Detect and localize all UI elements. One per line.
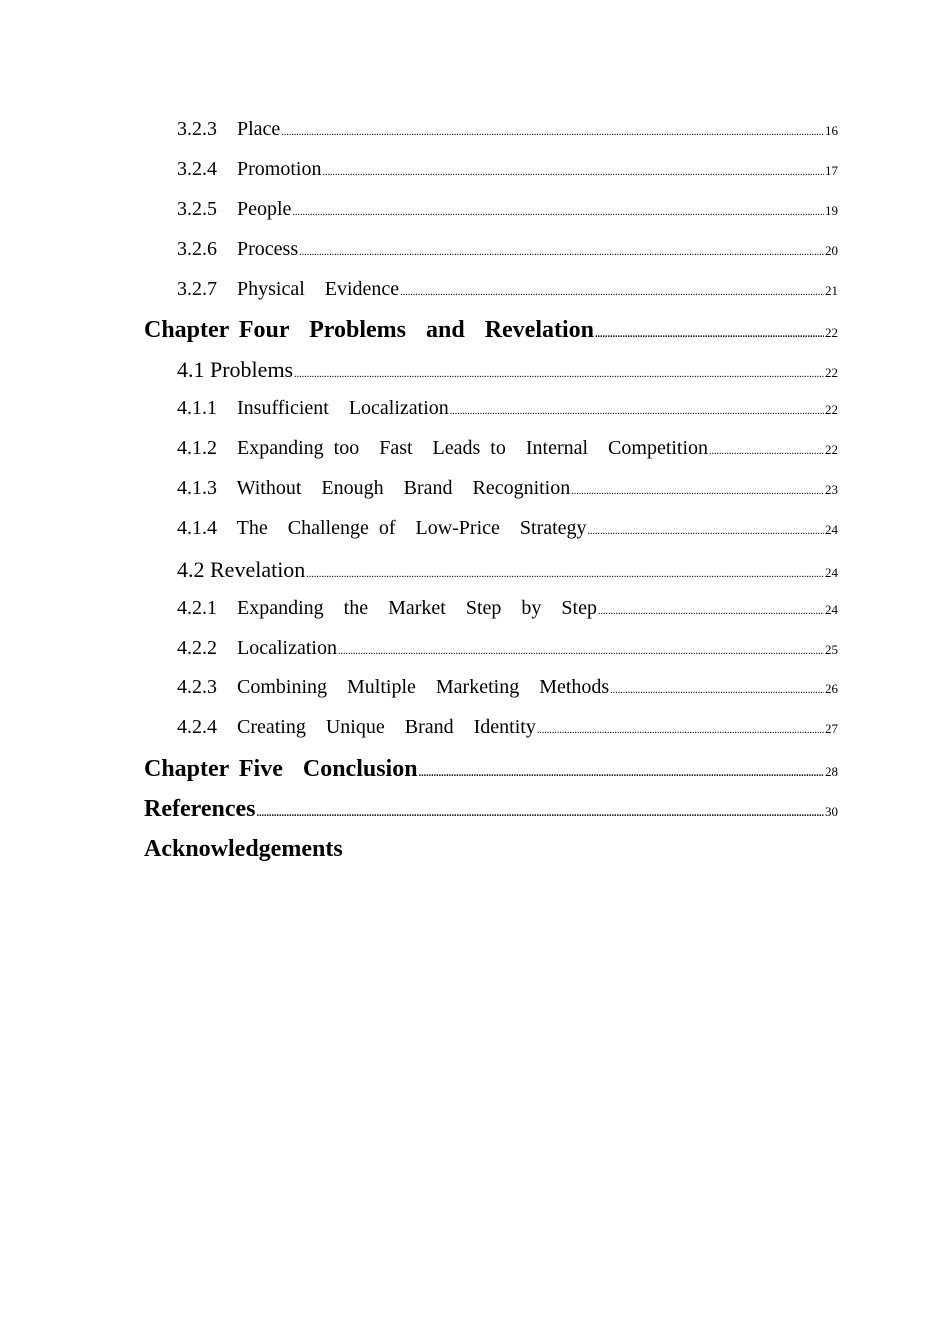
toc-entry-title: 3.2.5 People [177,197,292,220]
dot-leader [588,526,824,537]
dot-leader [610,685,824,696]
toc-entry-page: 20 [825,242,838,258]
toc-entry-title: 4.2.2 Localization [177,636,337,659]
toc-entry-4-2[interactable] [144,557,838,597]
toc-entry-page: 25 [825,641,838,657]
dot-leader [338,646,824,657]
toc-entry-chapter-four[interactable] [144,317,838,357]
toc-entry-page: 17 [825,162,838,178]
toc-entry-title: 4.2.1 Expanding the Market Step by Step [177,596,597,619]
dot-leader [292,207,824,218]
dot-leader [419,768,824,779]
toc-entry-4-1[interactable] [144,357,838,397]
toc-entry-4-2-1[interactable] [144,597,838,637]
table-of-contents [144,118,838,876]
toc-entry-4-2-2[interactable] [144,637,838,677]
dot-leader [322,167,824,178]
toc-entry-page: 26 [825,681,838,697]
toc-entry-page: 22 [825,325,838,341]
toc-entry-title: 4.1.1 Insufficient Localization [177,397,449,420]
toc-entry-chapter-five[interactable] [144,756,838,796]
dot-leader [257,808,825,819]
dot-leader [595,329,824,340]
toc-entry-page: 22 [825,365,838,381]
toc-entry-title: 3.2.3 Place [177,118,281,140]
toc-entry-page: 22 [825,442,838,458]
dot-leader [450,406,824,417]
toc-entry-title: Acknowledgements [144,836,343,863]
toc-entry-4-1-2[interactable] [144,437,838,477]
toc-entry-references[interactable] [144,796,838,836]
toc-entry-4-2-3[interactable] [144,676,838,716]
toc-entry-4-2-4[interactable] [144,716,838,756]
toc-entry-title: 3.2.4 Promotion [177,157,322,180]
toc-entry-3-2-6[interactable] [144,238,838,278]
dot-leader [571,486,824,497]
toc-entry-page: 23 [825,482,838,498]
toc-entry-page: 19 [825,202,838,218]
toc-entry-title: 4.1.4 The Challenge of Low-Price Strategy [177,516,587,539]
toc-entry-title: 4.1.3 Without Enough Brand Recognition [177,477,571,500]
toc-entry-title: 4.2.4 Creating Unique Brand Identity [177,716,536,739]
toc-entry-3-2-5[interactable] [144,198,838,238]
toc-entry-title: 4.2.3 Combining Multiple Marketing Methods [177,676,610,699]
dot-leader [400,287,824,298]
toc-entry-title: References [144,796,256,823]
toc-entry-4-1-3[interactable] [144,477,838,517]
dot-leader [294,369,824,380]
toc-entry-title: 4.1.2 Expanding too Fast Leads to Internal Competition [177,437,709,460]
toc-entry-title: Chapter Four Problems and Revelation [144,317,595,344]
toc-entry-page: 16 [825,123,838,138]
toc-entry-page: 24 [825,564,838,580]
toc-entry-page: 28 [825,764,838,780]
dot-leader [299,247,824,258]
toc-entry-title: Chapter Five Conclusion [144,756,418,783]
toc-entry-page: 30 [825,804,838,820]
dot-leader [598,606,824,617]
toc-entry-3-2-3[interactable] [144,118,838,158]
dot-leader [281,127,824,138]
toc-entry-title: 3.2.7 Physical Evidence [177,277,400,300]
toc-entry-page: 27 [825,721,838,737]
toc-entry-page: 24 [825,601,838,617]
toc-entry-title: 4.2 Revelation [177,556,306,582]
toc-entry-4-1-4[interactable] [144,517,838,557]
toc-entry-title: 3.2.6 Process [177,237,299,260]
dot-leader [306,569,824,580]
toc-entry-title: 4.1 Problems [177,357,294,383]
toc-entry-4-1-1[interactable] [144,397,838,437]
dot-leader [709,446,824,457]
toc-entry-page: 21 [825,282,838,298]
dot-leader [537,725,824,736]
toc-entry-3-2-4[interactable] [144,158,838,198]
toc-entry-acknowledgements[interactable] [144,836,838,876]
toc-entry-3-2-7[interactable] [144,278,838,318]
toc-entry-page: 22 [825,402,838,418]
toc-entry-page: 24 [825,521,838,537]
